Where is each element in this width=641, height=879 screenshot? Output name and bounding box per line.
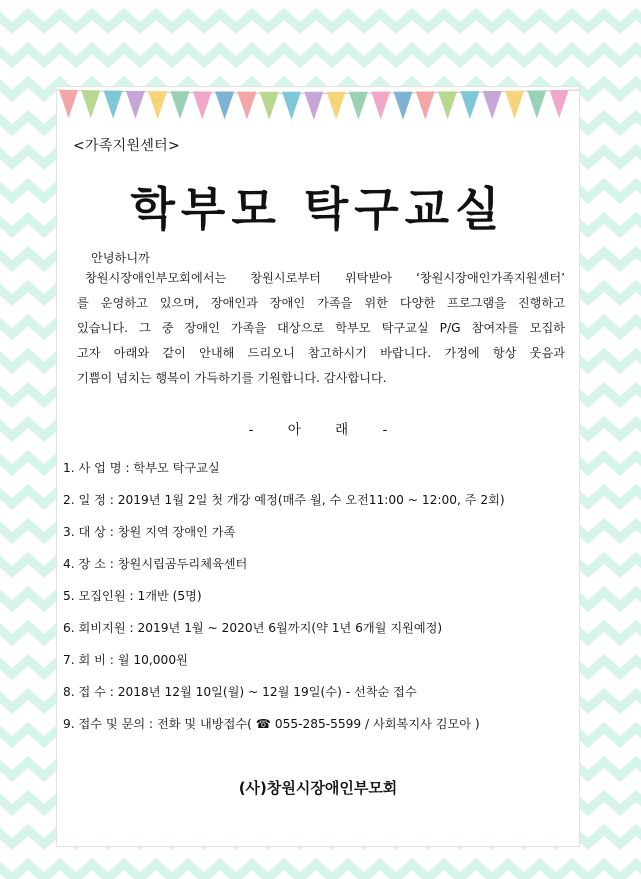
detail-item-recruit: 5. 모집인원 : 1개반 (5명) (63, 589, 202, 603)
bunting-flag (460, 91, 479, 119)
heading-char: 래 (335, 422, 349, 438)
bunting-flag (282, 92, 301, 120)
bunting-flag (104, 91, 123, 119)
detail-item-fee: 7. 회 비 : 월 10,000원 (63, 653, 188, 667)
bunting-flag (59, 90, 78, 118)
bunting-flag (304, 92, 323, 120)
bunting-flag (394, 92, 413, 120)
detail-item-support: 6. 회비지원 : 2019년 1월 ~ 2020년 6월까지(약 1년 6개월 지원예정) (63, 621, 443, 635)
organization-name: (사)창원시장애인부모회 (238, 779, 398, 797)
detail-item-target: 3. 대 상 : 창원 지역 장애인 가족 (63, 525, 236, 539)
bunting-flag (416, 91, 435, 119)
body-line: 기쁨이 넘치는 행복이 가득하기를 기원합니다. 감사합니다. (77, 371, 387, 385)
body-line: 창원시장애인부모회에서는 창원시로부터 위탁받아 ‘창원시장애인가족지원센터’ (85, 271, 565, 285)
bunting-flag (126, 91, 145, 119)
chevron-stripe (0, 48, 641, 62)
bunting-flag (215, 92, 234, 120)
detail-item-place: 4. 장 소 : 창원시립곰두리체육센터 (63, 557, 248, 571)
detail-item-contact: 9. 접수 및 문의 : 전화 및 내방접수( ☎ 055-285-5599 / 사회복지사 김모아 ) (63, 717, 480, 731)
heading-dash: - (248, 422, 254, 438)
bunting-flag (438, 91, 457, 119)
center-subtitle: <가족지원센터> (73, 138, 181, 154)
detail-item-application: 8. 접 수 : 2018년 12월 10일(월) ~ 12월 19일(수) - 선착순 접수 (63, 685, 417, 699)
bunting-flag (148, 91, 167, 119)
flyer-card (56, 86, 580, 847)
bunting-flag (483, 91, 502, 119)
bunting-flag (527, 91, 546, 119)
bunting-flag (237, 92, 256, 120)
bunting-flag (171, 91, 190, 119)
section-heading (57, 418, 579, 438)
bunting-flag (81, 90, 100, 118)
bunting-garland (57, 87, 579, 127)
bunting-flag (349, 92, 368, 120)
detail-item-schedule: 2. 일 정 : 2019년 1월 2일 첫 개강 예정(매주 월, 수 오전11:00 ~ 12:00, 주 2회) (63, 493, 505, 507)
body-line: 고자 아래와 같이 안내해 드리오니 참고하시기 바랍니다. 가정에 항상 웃음과 (77, 346, 565, 360)
bunting-flag (193, 91, 212, 119)
bunting-flag (327, 92, 346, 120)
greeting-text: 안녕하니까 (91, 251, 150, 265)
body-line: 있습니다. 그 중 장애인 가족을 대상으로 학부모 탁구교실 P/G 참여자를 모집하 (77, 321, 565, 335)
chevron-stripe (0, 864, 641, 878)
bunting-flag (260, 92, 279, 120)
chevron-stripe (0, 14, 641, 28)
heading-dash: - (382, 422, 388, 438)
heading-char: 아 (287, 422, 301, 438)
body-line: 를 운영하고 있으며, 장애인과 장애인 가족을 위한 다양한 프로그램을 진행하고 (77, 296, 565, 310)
bunting-flag (505, 91, 524, 119)
bunting-flag (371, 92, 390, 120)
detail-item-name: 1. 사 업 명 : 학부모 탁구교실 (63, 461, 220, 475)
page-title: 학부모 탁구교실 (130, 182, 506, 236)
bunting-flag (550, 90, 569, 118)
